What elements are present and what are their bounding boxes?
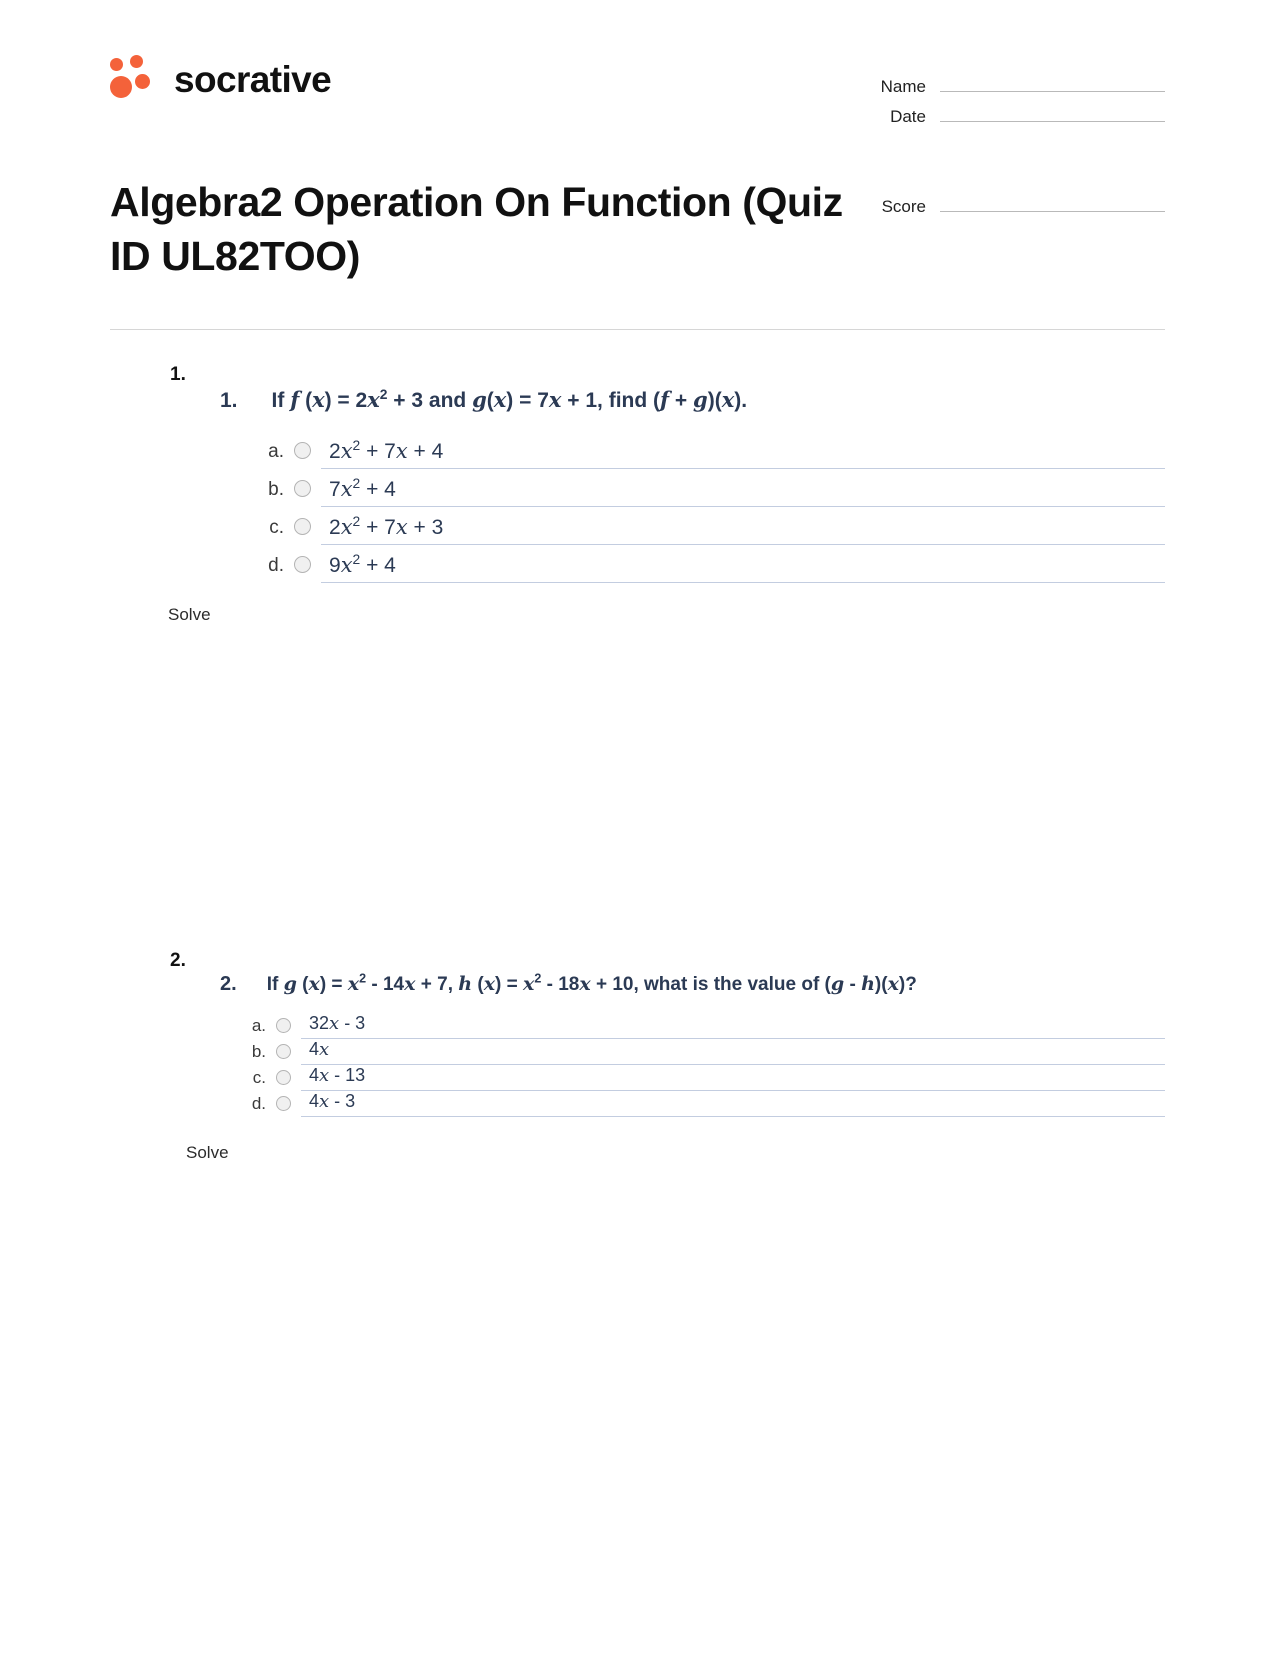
question-number: 2.: [220, 972, 237, 995]
option-letter: c.: [252, 1068, 266, 1088]
option-row[interactable]: [262, 507, 1165, 545]
score-row: [830, 197, 1165, 217]
score-input-line[interactable]: [940, 197, 1165, 212]
student-meta-block: [830, 55, 1165, 227]
socrative-dots-logo-icon: [110, 55, 160, 105]
option-text: $2x^2 + 7x + 3$: [329, 512, 444, 539]
option-line: [301, 1013, 1165, 1039]
option-letter: a.: [268, 440, 284, 462]
option-radio[interactable]: [294, 556, 311, 573]
brand-name: socrative: [174, 59, 332, 100]
option-line: [301, 1039, 1165, 1065]
title-block: [110, 175, 870, 283]
option-letter: b.: [268, 478, 284, 500]
name-label: Name: [880, 77, 926, 96]
option-line: [321, 550, 1165, 583]
name-input-line[interactable]: [940, 77, 1165, 92]
option-radio[interactable]: [294, 480, 311, 497]
date-row: [830, 107, 1165, 127]
question-header: [220, 972, 1165, 998]
option-letter: d.: [251, 1094, 266, 1114]
option-row[interactable]: [262, 431, 1165, 469]
answer-options: [244, 1013, 1165, 1117]
option-radio[interactable]: [294, 518, 311, 535]
option-row[interactable]: [244, 1039, 1165, 1065]
question-prompt: If g $(x) = x^2 - 14x + 7$, h $(x) = x^2 - 18x + 10$, what is the value of (g - h)(x)?: [266, 971, 917, 995]
solve-label: Solve: [186, 1143, 229, 1163]
option-line: [321, 436, 1165, 469]
option-radio[interactable]: [276, 1096, 291, 1111]
page-title: Algebra2 Operation On Function (Quiz ID UL82TOO): [110, 179, 843, 280]
question-body: [186, 950, 1165, 1164]
option-line: [321, 512, 1165, 545]
header-divider: [110, 329, 1165, 330]
option-text: 32x - 3: [309, 1013, 366, 1035]
date-label: Date: [890, 107, 926, 126]
option-row[interactable]: [244, 1065, 1165, 1091]
option-letter: d.: [268, 554, 284, 576]
score-label: Score: [881, 197, 926, 216]
option-radio[interactable]: [276, 1070, 291, 1085]
solve-label: Solve: [168, 604, 211, 624]
option-line: [301, 1065, 1165, 1091]
question-body: [168, 364, 1165, 624]
option-radio[interactable]: [294, 442, 311, 459]
name-row: [830, 77, 1165, 97]
option-row[interactable]: [262, 545, 1165, 583]
option-row[interactable]: [262, 469, 1165, 507]
question-outer-number: 1.: [170, 364, 186, 386]
question-item: [110, 364, 1165, 624]
date-input-line[interactable]: [940, 107, 1165, 122]
option-text: $9x^2 + 4$: [329, 550, 396, 577]
option-text: 4x - 3: [309, 1091, 356, 1113]
option-row[interactable]: [244, 1091, 1165, 1117]
option-text: $2x^2 + 7x + 4$: [329, 436, 444, 463]
option-radio[interactable]: [276, 1044, 291, 1059]
question-header: [220, 386, 1165, 414]
answer-options: [262, 431, 1165, 583]
option-line: [301, 1091, 1165, 1117]
option-text: $7x^2 + 4$: [329, 474, 396, 501]
option-line: [321, 474, 1165, 507]
option-text: 4x: [309, 1039, 330, 1061]
brand: [110, 55, 331, 105]
question-number: 1.: [220, 389, 238, 413]
option-letter: c.: [269, 516, 284, 538]
option-row[interactable]: [244, 1013, 1165, 1039]
question-outer-number: 2.: [170, 949, 186, 971]
option-text: 4x - 13: [309, 1065, 366, 1087]
option-letter: a.: [251, 1016, 266, 1036]
option-radio[interactable]: [276, 1018, 291, 1033]
question-prompt: If f $(x) = 2x^2 + 3$ and g(x) = 7x + 1, find (f + g)(x).: [271, 386, 748, 413]
question-item: [110, 950, 1165, 1164]
option-letter: b.: [251, 1042, 266, 1062]
